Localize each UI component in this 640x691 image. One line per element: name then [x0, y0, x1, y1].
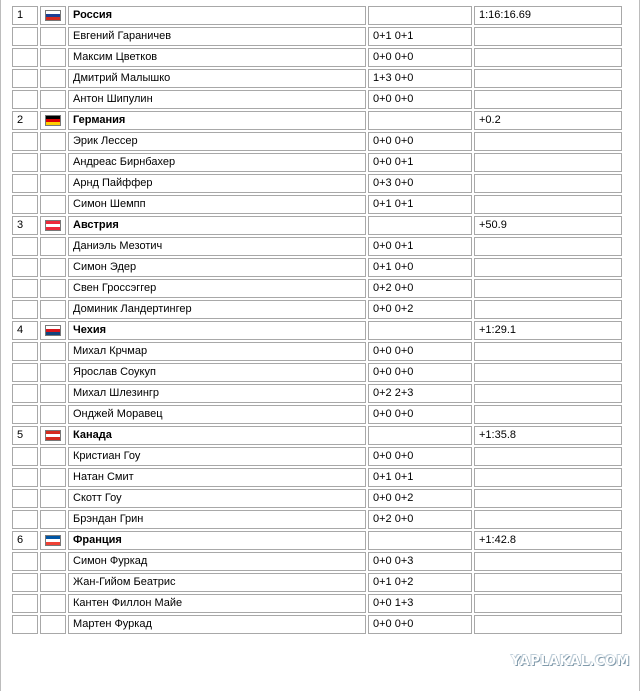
team-shooting — [368, 216, 472, 235]
athlete-name: Натан Смит — [68, 468, 366, 487]
empty-cell — [40, 69, 66, 88]
team-time: +1:35.8 — [474, 426, 622, 445]
team-flag-cell — [40, 111, 66, 130]
empty-cell — [474, 90, 622, 109]
athlete-name: Андреас Бирнбахер — [68, 153, 366, 172]
team-flag-cell — [40, 6, 66, 25]
team-country: Канада — [68, 426, 366, 445]
empty-cell — [40, 258, 66, 277]
team-row — [12, 111, 622, 130]
empty-cell — [474, 489, 622, 508]
empty-cell — [12, 195, 38, 214]
empty-cell — [474, 510, 622, 529]
athlete-name: Мартен Фуркад — [68, 615, 366, 634]
team-shooting — [368, 111, 472, 130]
empty-cell — [12, 258, 38, 277]
athlete-shooting: 1+3 0+0 — [368, 69, 472, 88]
athlete-shooting: 0+0 0+0 — [368, 342, 472, 361]
team-time: +0.2 — [474, 111, 622, 130]
team-rank: 3 — [12, 216, 38, 235]
athlete-shooting: 0+0 0+2 — [368, 489, 472, 508]
empty-cell — [12, 27, 38, 46]
empty-cell — [12, 48, 38, 67]
athlete-row — [12, 27, 622, 46]
empty-cell — [474, 153, 622, 172]
empty-cell — [474, 195, 622, 214]
athlete-shooting: 0+1 0+0 — [368, 258, 472, 277]
athlete-row — [12, 174, 622, 193]
empty-cell — [40, 573, 66, 592]
team-country: Франция — [68, 531, 366, 550]
athlete-name: Евгений Гараничев — [68, 27, 366, 46]
athlete-row — [12, 573, 622, 592]
empty-cell — [12, 552, 38, 571]
athlete-row — [12, 237, 622, 256]
empty-cell — [474, 573, 622, 592]
empty-cell — [12, 594, 38, 613]
team-rank: 5 — [12, 426, 38, 445]
empty-cell — [40, 342, 66, 361]
empty-cell — [474, 69, 622, 88]
empty-cell — [40, 48, 66, 67]
athlete-name: Жан-Гийом Беатрис — [68, 573, 366, 592]
athlete-row — [12, 48, 622, 67]
team-country: Россия — [68, 6, 366, 25]
empty-cell — [40, 384, 66, 403]
empty-cell — [12, 300, 38, 319]
flag-icon — [45, 430, 61, 441]
team-row — [12, 531, 622, 550]
athlete-row — [12, 258, 622, 277]
empty-cell — [12, 384, 38, 403]
team-shooting — [368, 426, 472, 445]
empty-cell — [40, 468, 66, 487]
athlete-row — [12, 153, 622, 172]
empty-cell — [12, 510, 38, 529]
athlete-row — [12, 132, 622, 151]
empty-cell — [474, 447, 622, 466]
athlete-shooting: 0+0 0+0 — [368, 90, 472, 109]
team-row — [12, 321, 622, 340]
empty-cell — [40, 510, 66, 529]
athlete-name: Онджей Моравец — [68, 405, 366, 424]
empty-cell — [40, 615, 66, 634]
athlete-name: Свен Гроссэггер — [68, 279, 366, 298]
team-country: Австрия — [68, 216, 366, 235]
team-rank: 6 — [12, 531, 38, 550]
empty-cell — [40, 237, 66, 256]
empty-cell — [40, 174, 66, 193]
empty-cell — [474, 384, 622, 403]
flag-icon — [45, 535, 61, 546]
empty-cell — [40, 300, 66, 319]
empty-cell — [12, 237, 38, 256]
empty-cell — [12, 615, 38, 634]
empty-cell — [12, 132, 38, 151]
athlete-name: Доминик Ландертингер — [68, 300, 366, 319]
team-country: Германия — [68, 111, 366, 130]
team-shooting — [368, 321, 472, 340]
empty-cell — [474, 258, 622, 277]
team-time: +1:42.8 — [474, 531, 622, 550]
empty-cell — [12, 447, 38, 466]
team-flag-cell — [40, 321, 66, 340]
empty-cell — [12, 489, 38, 508]
empty-cell — [40, 552, 66, 571]
team-row — [12, 6, 622, 25]
team-rank: 1 — [12, 6, 38, 25]
athlete-shooting: 0+1 0+2 — [368, 573, 472, 592]
athlete-row — [12, 90, 622, 109]
empty-cell — [40, 489, 66, 508]
athlete-shooting: 0+0 0+1 — [368, 237, 472, 256]
athlete-shooting: 0+0 0+2 — [368, 300, 472, 319]
athlete-shooting: 0+1 0+1 — [368, 195, 472, 214]
empty-cell — [474, 552, 622, 571]
team-flag-cell — [40, 216, 66, 235]
athlete-name: Брэндан Грин — [68, 510, 366, 529]
athlete-name: Даниэль Мезотич — [68, 237, 366, 256]
athlete-shooting: 0+0 0+0 — [368, 615, 472, 634]
empty-cell — [12, 279, 38, 298]
athlete-shooting: 0+2 0+0 — [368, 279, 472, 298]
empty-cell — [40, 90, 66, 109]
empty-cell — [474, 237, 622, 256]
empty-cell — [474, 405, 622, 424]
empty-cell — [12, 405, 38, 424]
athlete-row — [12, 594, 622, 613]
empty-cell — [40, 279, 66, 298]
flag-icon — [45, 10, 61, 21]
watermark-logo: YAPLAKAL.COM — [511, 654, 630, 669]
empty-cell — [40, 153, 66, 172]
athlete-row — [12, 300, 622, 319]
team-time: +50.9 — [474, 216, 622, 235]
empty-cell — [12, 174, 38, 193]
team-time: +1:29.1 — [474, 321, 622, 340]
athlete-name: Симон Фуркад — [68, 552, 366, 571]
empty-cell — [40, 594, 66, 613]
athlete-shooting: 0+1 0+1 — [368, 468, 472, 487]
athlete-row — [12, 69, 622, 88]
empty-cell — [12, 342, 38, 361]
athlete-name: Симон Эдер — [68, 258, 366, 277]
empty-cell — [12, 153, 38, 172]
team-time: 1:16:16.69 — [474, 6, 622, 25]
team-flag-cell — [40, 531, 66, 550]
athlete-name: Антон Шипулин — [68, 90, 366, 109]
athlete-name: Кантен Филлон Майе — [68, 594, 366, 613]
athlete-shooting: 0+0 0+0 — [368, 405, 472, 424]
empty-cell — [474, 594, 622, 613]
athlete-row — [12, 468, 622, 487]
team-country: Чехия — [68, 321, 366, 340]
flag-icon — [45, 220, 61, 231]
athlete-name: Максим Цветков — [68, 48, 366, 67]
athlete-name: Михал Шлезингр — [68, 384, 366, 403]
athlete-row — [12, 342, 622, 361]
athlete-shooting: 0+0 0+1 — [368, 153, 472, 172]
athlete-row — [12, 552, 622, 571]
empty-cell — [12, 90, 38, 109]
athlete-shooting: 0+0 0+0 — [368, 48, 472, 67]
athlete-row — [12, 510, 622, 529]
athlete-name: Дмитрий Малышко — [68, 69, 366, 88]
team-shooting — [368, 531, 472, 550]
team-row — [12, 216, 622, 235]
empty-cell — [474, 279, 622, 298]
athlete-shooting: 0+0 1+3 — [368, 594, 472, 613]
team-flag-cell — [40, 426, 66, 445]
athlete-name: Ярослав Соукуп — [68, 363, 366, 382]
athlete-row — [12, 384, 622, 403]
team-rank: 4 — [12, 321, 38, 340]
athlete-shooting: 0+0 0+0 — [368, 132, 472, 151]
empty-cell — [474, 363, 622, 382]
empty-cell — [474, 174, 622, 193]
athlete-name: Эрик Лессер — [68, 132, 366, 151]
empty-cell — [40, 363, 66, 382]
athlete-row — [12, 615, 622, 634]
team-rank: 2 — [12, 111, 38, 130]
empty-cell — [12, 69, 38, 88]
athlete-shooting: 0+3 0+0 — [368, 174, 472, 193]
athlete-shooting: 0+0 0+3 — [368, 552, 472, 571]
flag-icon — [45, 115, 61, 126]
empty-cell — [40, 132, 66, 151]
athlete-shooting: 0+0 0+0 — [368, 363, 472, 382]
empty-cell — [474, 468, 622, 487]
empty-cell — [12, 468, 38, 487]
empty-cell — [474, 27, 622, 46]
athlete-shooting: 0+0 0+0 — [368, 447, 472, 466]
empty-cell — [40, 405, 66, 424]
results-table — [10, 4, 624, 636]
athlete-shooting: 0+2 2+3 — [368, 384, 472, 403]
athlete-row — [12, 195, 622, 214]
athlete-row — [12, 447, 622, 466]
athlete-name: Кристиан Гоу — [68, 447, 366, 466]
team-row — [12, 426, 622, 445]
empty-cell — [40, 27, 66, 46]
flag-icon — [45, 325, 61, 336]
empty-cell — [474, 342, 622, 361]
empty-cell — [12, 573, 38, 592]
athlete-name: Михал Крчмар — [68, 342, 366, 361]
empty-cell — [474, 300, 622, 319]
athlete-row — [12, 363, 622, 382]
athlete-shooting: 0+2 0+0 — [368, 510, 472, 529]
athlete-name: Арнд Пайффер — [68, 174, 366, 193]
athlete-row — [12, 405, 622, 424]
empty-cell — [474, 615, 622, 634]
empty-cell — [40, 195, 66, 214]
athlete-name: Симон Шемпп — [68, 195, 366, 214]
empty-cell — [40, 447, 66, 466]
team-shooting — [368, 6, 472, 25]
empty-cell — [474, 132, 622, 151]
empty-cell — [12, 363, 38, 382]
athlete-shooting: 0+1 0+1 — [368, 27, 472, 46]
athlete-name: Скотт Гоу — [68, 489, 366, 508]
empty-cell — [474, 48, 622, 67]
athlete-row — [12, 489, 622, 508]
athlete-row — [12, 279, 622, 298]
